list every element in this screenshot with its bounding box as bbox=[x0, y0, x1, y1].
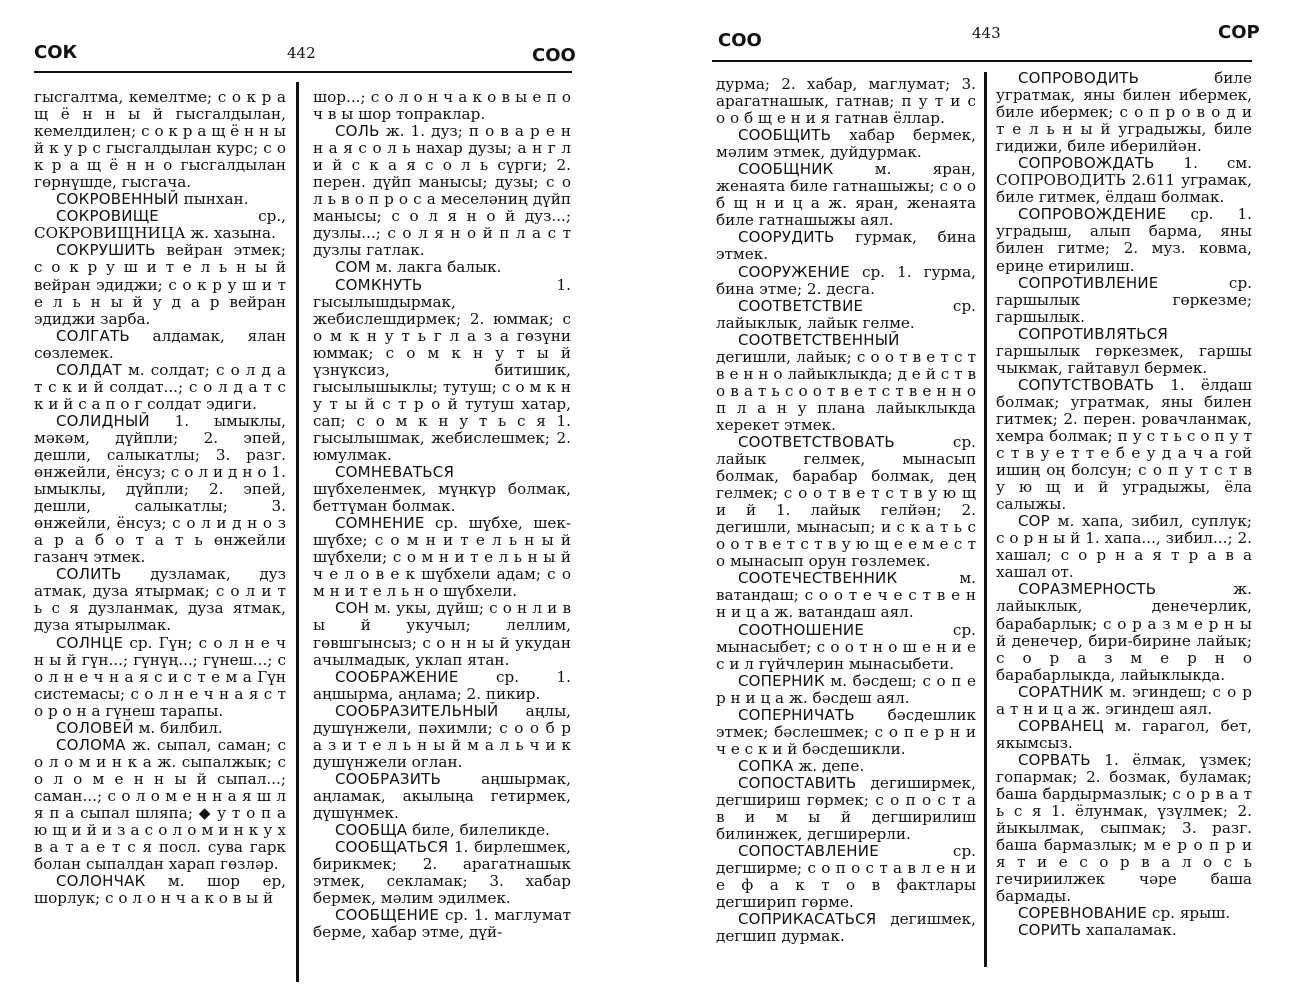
dictionary-entry bbox=[716, 622, 976, 673]
left-column-1 bbox=[34, 89, 286, 907]
headword: СОКРОВИЩЕ bbox=[56, 207, 159, 226]
entry-text: вейран этмек; с о к р у ш и т е л ь н ы й вейран эдиджи; с о к р у ш и т е л ь н ы й у д а р вейран эдиджи зарба. bbox=[34, 241, 286, 328]
headword: СООТЕЧЕСТВЕННИК bbox=[738, 569, 898, 588]
dictionary-entry bbox=[34, 737, 286, 873]
dictionary-entry bbox=[996, 155, 1252, 206]
dictionary-entry bbox=[716, 127, 976, 161]
dictionary-entry bbox=[996, 684, 1252, 718]
entry-text: гаршылык гөркезмек, гаршы чыкмак, гайтавул бермек. bbox=[996, 341, 1252, 377]
right-column-1 bbox=[716, 76, 976, 945]
headword: СОПРОВОДИТЬ bbox=[1018, 69, 1140, 87]
dictionary-entry bbox=[313, 669, 571, 703]
entry-text: дегиширмек, дегшириш гөрмек; с о п о с т а в и м ы й дегширилиш билинжек, дегширерли. bbox=[716, 773, 976, 844]
entry-text: пынхан. bbox=[178, 190, 249, 209]
dictionary-entry bbox=[996, 922, 1252, 939]
right-page bbox=[700, 0, 1301, 1004]
entry-text: биле, билеликде. bbox=[407, 821, 550, 840]
entry-text: м. билбил. bbox=[133, 718, 223, 737]
entry-text: 1. бирлешмек, бирикмек; 2. арагатнашык этмек, секламак; 3. хабар бермек, мәлим эдилмек. bbox=[313, 838, 571, 908]
entry-continuation bbox=[34, 89, 286, 191]
entry-text: шүбхеленмек, мүңкүр болмак, беттүман болмак. bbox=[313, 480, 571, 516]
dictionary-entry bbox=[34, 362, 286, 413]
dictionary-entry bbox=[996, 718, 1252, 752]
headword: СОПУТСТВОВАТЬ bbox=[1018, 375, 1155, 394]
headword: СОПРОВОЖДЕНИЕ bbox=[1018, 205, 1167, 224]
headword: СОРАТНИК bbox=[1018, 682, 1104, 701]
headword: СООБЩАТЬСЯ bbox=[335, 838, 449, 857]
entry-text: ср. 1. гурма, бина этме; 2. десга. bbox=[716, 262, 976, 298]
headword: СОЛИТЬ bbox=[56, 565, 122, 584]
dictionary-entry bbox=[996, 513, 1252, 581]
headword: СООБЩА bbox=[335, 821, 408, 840]
left-running-head-end: СОО bbox=[532, 45, 576, 66]
dictionary-entry bbox=[716, 229, 976, 263]
dictionary-entry bbox=[34, 566, 286, 634]
entry-text: ср. лайыклык, лайык гелме. bbox=[716, 296, 976, 332]
headword: СООТВЕТСТВОВАТЬ bbox=[738, 432, 895, 451]
dictionary-entry bbox=[313, 123, 571, 259]
right-page-number: 443 bbox=[972, 24, 1001, 42]
dictionary-entry bbox=[716, 843, 976, 911]
entry-text: аңлы, душүнжели, пәхимли; с о о б р а з и т е л ь н ы й м а л ь ч и к душүнжели оглан. bbox=[313, 701, 571, 771]
entry-text: 1. гысылышдырмак, жебислешдирмек; 2. юммак; с о м к н у т ь г л а з а гөзүни юммак; с о м к н у т ы й үзнүксиз, битишик, гысылышыклы; тутуш; с о м к н у т ы й с т р о й тутуш хатар, сап; с о м к н у т ь с я 1. гысылышмак, жебислешмек; 2. юмулмак. bbox=[313, 275, 571, 464]
dictionary-entry bbox=[996, 326, 1252, 377]
right-running-head-start: СОО bbox=[718, 30, 762, 51]
headword: СООБРАЗИТЕЛЬНЫЙ bbox=[335, 701, 499, 720]
headword: СОПРОТИВЛЕНИЕ bbox=[1018, 273, 1159, 292]
dictionary-entry bbox=[996, 905, 1252, 922]
headword: СОПКА bbox=[738, 756, 794, 775]
headword: СООТВЕТСТВИЕ bbox=[738, 296, 864, 315]
dictionary-entry bbox=[313, 515, 571, 600]
entry-text: 1. см. СОПРОВОДИТЬ 2.611 уграмак, биле гитмек, ёлдаш болмак. bbox=[996, 154, 1252, 207]
dictionary-entry bbox=[716, 332, 976, 434]
dictionary-entry bbox=[313, 259, 571, 276]
entry-text: ср. шүбхе, шек-шүбхе; с о м н и т е л ь н ы й шүбхели; с о м н и т е л ь н ы й ч е л о в е к шүбхели адам; с о м н и т е л ь н о шүбхели. bbox=[313, 514, 571, 601]
headword: СОН bbox=[335, 599, 370, 618]
entry-text: м. солдат; с о л д а т с к и й солдат...; с о л д а т с к и й с а п о г солдат эдиги. bbox=[34, 360, 286, 413]
dictionary-entry bbox=[716, 434, 976, 570]
entry-text: ср. 1. аңшырма, аңлама; 2. пикир. bbox=[313, 667, 571, 703]
headword: СОЛНЦЕ bbox=[56, 633, 124, 652]
entry-text: биле угратмак, яны билен ибермек, биле ибермек; с о п р о в о д и т е л ь н ы й уградыжы, биле гидижи, биле иберилйән. bbox=[996, 69, 1252, 156]
left-page-number: 442 bbox=[287, 44, 316, 62]
dictionary-entry bbox=[716, 911, 976, 945]
entry-text: дегишли, лайык; с о о т в е т с т в е н н о лайыклыкда; д е й с т в о в а т ь с о о т в е т с т в е н н о п л а н у плана лайыклыкда херекет этмек. bbox=[716, 347, 976, 434]
entry-text: м. гарагол, бет, якымсыз. bbox=[996, 716, 1252, 752]
dictionary-entry bbox=[313, 464, 571, 515]
dictionary-entry bbox=[34, 413, 286, 566]
left-running-head-start: СОК bbox=[34, 42, 78, 63]
entry-text: дузламак, дуз атмак, дуза ятырмак; с о л и т ь с я дузланмак, дуза ятмак, дуза ятырылмак. bbox=[34, 565, 286, 635]
dictionary-entry bbox=[313, 771, 571, 822]
headword: СООРУЖЕНИЕ bbox=[738, 262, 850, 281]
dictionary-entry bbox=[34, 720, 286, 737]
headword: СОКРОВЕННЫЙ bbox=[56, 190, 179, 209]
entry-text: ср. 1. уградыш, алып барма, яны билен гитме; 2. муз. ковма, ериңе етирилиш. bbox=[996, 205, 1252, 275]
dictionary-entry bbox=[716, 673, 976, 707]
dictionary-entry bbox=[34, 208, 286, 242]
headword: СОЛГАТЬ bbox=[56, 326, 130, 345]
headword: СООБЩНИК bbox=[738, 160, 834, 179]
headword: СООТВЕТСТВЕННЫЙ bbox=[738, 330, 900, 349]
entry-text: дурма; 2. хабар, маглумат; 3. арагатнашык, гатнав; п у т и с о о б щ е н и я гатнав ёллар. bbox=[716, 75, 976, 128]
headword: СООРУДИТЬ bbox=[738, 228, 835, 247]
dictionary-entry bbox=[34, 873, 286, 907]
dictionary-entry bbox=[313, 277, 571, 465]
headword: СОЛОНЧАК bbox=[56, 872, 146, 891]
right-column-divider bbox=[984, 72, 987, 967]
entry-text: гысгалтма, кемелтме; с о к р а щ ё н н ы й гысгалдылан, кемелдилен; с о к р а щ ё н н ы й к у р с гысгалдылан курс; с о к р а щ ё н н о гысгалдылан гөрнүшде, гысгача. bbox=[34, 88, 286, 192]
entry-text: хапаламак. bbox=[1081, 921, 1177, 940]
headword: СОПЕРНИЧАТЬ bbox=[738, 705, 855, 724]
entry-text: ж. 1. дуз; п о в а р е н н а я с о л ь нахар дузы; а н г л и й с к а я с о л ь сүрги; 2. перен. дүйп манысы; дузы; с о л ь в о п р о с а меселәниң дүйп манысы; с о л я н о й дуз...; дузлы...; с о л я н о й п л а с т дузлы гатлак. bbox=[313, 122, 571, 260]
headword: СОР bbox=[1018, 512, 1050, 531]
entry-text: м. хапа, зибил, суплук; с о р н ы й 1. хапа..., зибил...; 2. хашал; с о р н а я т р а в а хашал от. bbox=[996, 512, 1252, 582]
right-running-head-end: СОР bbox=[1218, 22, 1260, 43]
headword: СОРВАНЕЦ bbox=[1018, 716, 1104, 735]
headword: СООБРАЖЕНИЕ bbox=[335, 667, 459, 686]
left-page bbox=[0, 0, 600, 1004]
left-column-2 bbox=[313, 89, 571, 941]
entry-text: ср. Гүн; с о л н е ч н ы й гүн...; гүнүң...; гүнеш...; с о л н е ч н а я с и с т е м а Гүн системасы; с о л н е ч н а я с т о р о н а гүнеш тарапы. bbox=[34, 633, 286, 720]
dictionary-entry bbox=[716, 161, 976, 229]
dictionary-entry bbox=[996, 275, 1252, 326]
headword: СОПОСТАВИТЬ bbox=[738, 773, 857, 792]
dictionary-entry bbox=[313, 822, 571, 839]
dictionary-entry bbox=[313, 907, 571, 941]
dictionary-entry bbox=[34, 635, 286, 720]
entry-text: м. эгиндеш; с о р а т н и ц а ж. эгиндеш аял. bbox=[996, 682, 1252, 718]
entry-text: м. ватандаш; с о о т е ч е с т в е н н и ц а ж. ватандаш аял. bbox=[716, 569, 976, 622]
headword: СОПЕРНИК bbox=[738, 671, 825, 690]
headword: СОЛИДНЫЙ bbox=[56, 411, 150, 430]
entry-text: хабар бермек, мәлим этмек, дуйдурмак. bbox=[716, 126, 976, 162]
entry-text: ср. ярыш. bbox=[1147, 904, 1231, 923]
entry-text: ср. 1. маглумат берме, хабар этме, дүй- bbox=[313, 906, 571, 942]
left-header-rule bbox=[34, 71, 572, 73]
dictionary-entry bbox=[996, 70, 1252, 155]
dictionary-entry bbox=[34, 242, 286, 327]
entry-text: ср. дегширме; с о п о с т а в л е н и е ф а к т о в фактлары дегширип гөрме. bbox=[716, 842, 976, 912]
dictionary-entry bbox=[716, 758, 976, 775]
dictionary-entry bbox=[716, 775, 976, 843]
dictionary-entry bbox=[716, 298, 976, 332]
dictionary-entry bbox=[716, 570, 976, 621]
entry-text: ж. лайыклык, денечерлик, барабарлык; с о р а з м е р н ы й денечер, бири-бирине лайык; с о р а з м е р н о барабарлыкда, лайыклыкда. bbox=[996, 580, 1252, 684]
dictionary-entry bbox=[996, 752, 1252, 905]
dictionary-entry bbox=[313, 839, 571, 907]
dictionary-entry bbox=[996, 581, 1252, 683]
headword: СОМНЕВАТЬСЯ bbox=[335, 463, 455, 482]
entry-text: м. яран, женаята биле гатнашыжы; с о о б щ н и ц а ж. яран, женаята биле гатнашыжы аял. bbox=[716, 160, 976, 230]
entry-text: ж. депе. bbox=[793, 756, 865, 775]
entry-text: м. шор ер, шорлук; с о л о н ч а к о в ы й bbox=[34, 872, 286, 908]
headword: СОПРИКАСАТЬСЯ bbox=[738, 910, 877, 929]
headword: СОРВАТЬ bbox=[1018, 750, 1091, 769]
headword: СОЛОВЕЙ bbox=[56, 718, 134, 737]
entry-text: м. укы, дүйш; с о н л и в ы й укучыл; леллим, гөвшгынсыз; с о н н ы й укудан ачылмадык, уклап ятан. bbox=[313, 599, 571, 669]
entry-text: гурмак, бина этмек. bbox=[716, 228, 976, 264]
entry-text: 1. ёлдаш болмак; угратмак, яны билен гитмек; 2. перен. ровачланмак, хемра болмак; п у с т ь с о п у т с т в у е т т е б е у д а ч а гой ишиң оң болсун; с о п у т с т в у ю щ и й уградыжы, ёла салыжы. bbox=[996, 375, 1252, 514]
entry-continuation bbox=[716, 76, 976, 127]
entry-text: бәсдешлик этмек; бәслешмек; с о п е р н и ч е с к и й бәсдешикли. bbox=[716, 705, 976, 758]
dictionary-entry bbox=[996, 377, 1252, 513]
headword: СОПОСТАВЛЕНИЕ bbox=[738, 842, 879, 861]
right-column-2 bbox=[996, 70, 1252, 939]
left-column-divider bbox=[296, 82, 299, 982]
headword: СОКРУШИТЬ bbox=[56, 241, 156, 260]
entry-text: 1. ымыклы, мәкәм, дүйпли; 2. эпей, дешли, салыкатлы; 3. разг. өнжейли, ёнсуз; с о л и д н о 1. ымыклы, дүйпли; 2. эпей, дешли, салыкатлы; 3. өнжейли, ёнсуз; с о л и д н о з а р а б о т а т ь өнжейли газанч этмек. bbox=[34, 411, 286, 567]
entry-continuation bbox=[313, 89, 571, 123]
dictionary-entry bbox=[313, 600, 571, 668]
entry-text: ср., СОКРОВИЩНИЦА ж. хазына. bbox=[34, 207, 286, 243]
headword: СОЛЬ bbox=[335, 122, 380, 141]
entry-text: м. лакга балык. bbox=[370, 258, 502, 277]
entry-text: ср. лайык гелмек, мынасып болмак, барабар болмак, дең гелмек; с о о т в е т с т в у ю щ и й 1. лайык гелйән; 2. дегишли, мынасып; и с к а т ь с о о т в е т с т в у ю щ е е м е с т о мынасып орун гөзлемек. bbox=[716, 432, 976, 571]
entry-text: дегишмек, дегшип дурмак. bbox=[716, 910, 976, 946]
entry-text: ж. сыпал, саман; с о л о м и н к а ж. сыпалжык; с о л о м е н н ы й сыпал...; саман...; с о л о м е н н а я ш л я п а сыпал шляпа; ◆ у т о п а ю щ и й и з а с о л о м и н к у х в а т а е т с я посл. сува гарк болан сыпалдан харап гөзләр. bbox=[34, 735, 286, 874]
headword: СОМНЕНИЕ bbox=[335, 514, 425, 533]
headword: СОЛОМА bbox=[56, 735, 126, 754]
headword: СОПРОВОЖДАТЬ bbox=[1018, 154, 1155, 173]
dictionary-entry bbox=[313, 703, 571, 771]
right-header-rule bbox=[712, 60, 1252, 62]
entry-text: ср. мынасыбет; с о о т н о ш е н и е с и л гүйчлерин мынасыбети. bbox=[716, 620, 976, 673]
headword: СОПРОТИВЛЯТЬСЯ bbox=[1018, 324, 1168, 343]
entry-text: 1. ёлмак, үзмек; гопармак; 2. бозмак, буламак; баша бардырмазлык; с о р в а т ь с я 1. ёлунмак, үзүлмек; 2. йыкылмак, сыпмак; 3. разг. баша бармазлык; м е р о п р и я т и е с о р в а л о с ь гечириилжек чәре баша бармады. bbox=[996, 750, 1252, 906]
headword: СОМКНУТЬ bbox=[335, 275, 423, 294]
headword: СОРЕВНОВАНИЕ bbox=[1018, 904, 1148, 923]
dictionary-entry bbox=[996, 206, 1252, 274]
entry-text: аңшырмак, аңламак, акылыңа гетирмек, дүшүнмек. bbox=[313, 769, 571, 822]
dictionary-entry bbox=[716, 264, 976, 298]
entry-text: м. бәсдеш; с о п е р н и ц а ж. бәсдеш аял. bbox=[716, 671, 976, 707]
entry-text: ср. гаршылык гөркезме; гаршылык. bbox=[996, 273, 1252, 326]
dictionary-entry bbox=[34, 328, 286, 362]
headword: СООТНОШЕНИЕ bbox=[738, 620, 865, 639]
headword: СООБЩЕНИЕ bbox=[335, 906, 440, 925]
headword: СООБЩИТЬ bbox=[738, 126, 832, 145]
entry-text: алдамак, ялан сөзлемек. bbox=[34, 326, 286, 362]
headword: СОРАЗМЕРНОСТЬ bbox=[1018, 580, 1157, 599]
headword: СОРИТЬ bbox=[1018, 921, 1082, 940]
entry-text: шор...; с о л о н ч а к о в ы е п о ч в ы шор топраклар. bbox=[313, 88, 571, 124]
dictionary-entry bbox=[34, 191, 286, 208]
dictionary-entry bbox=[716, 707, 976, 758]
headword: СООБРАЗИТЬ bbox=[335, 769, 441, 788]
headword: СОЛДАТ bbox=[56, 360, 122, 379]
headword: СОМ bbox=[335, 258, 371, 277]
